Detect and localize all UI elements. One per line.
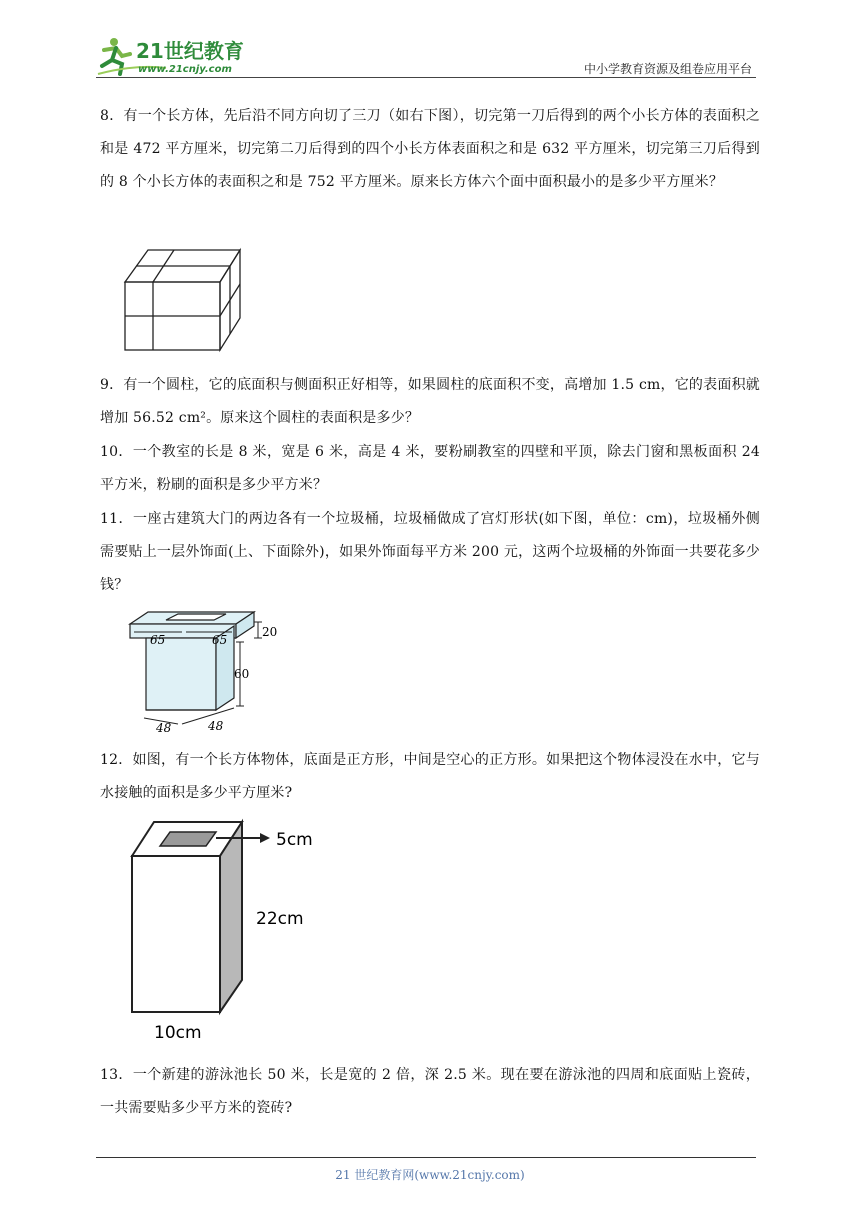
platform-name: 中小学教育资源及组卷应用平台 [583,62,752,76]
figure-lantern-bin [126,606,286,736]
figure-cuboid-cuts [120,242,246,354]
dim-top-right: 65 [212,633,228,647]
question-10 [100,436,760,502]
label-base: 10cm [154,1023,202,1043]
question-10-text: 10．一个教室的长是 8 米，宽是 6 米，高是 4 米，要粉刷教室的四壁和平顶，除去门窗和黑板面积 24 平方米，粉刷的面积是多少平方米？ [100,444,760,493]
question-12 [100,744,760,810]
dim-top-left: 65 [150,633,166,647]
dim-bottom-right: 48 [208,719,224,733]
question-13 [100,1059,760,1125]
label-hole-size: 5cm [276,830,313,850]
question-8 [100,100,760,199]
dim-body-height: 60 [234,667,250,681]
label-height: 22cm [256,909,304,929]
header-divider [96,77,756,78]
logo-title: 21世纪教育 [136,39,244,63]
footer-text[interactable]: 21 世纪教育网(www.21cnjy.com) [335,1168,525,1182]
dim-lid-height: 20 [262,625,278,639]
page-header [96,30,756,80]
logo-url: www.21cnjy.com [138,64,232,75]
dim-bottom-left: 48 [156,721,172,735]
question-13-text: 13．一个新建的游泳池长 50 米，长是宽的 2 倍，深 2.5 米。现在要在游泳池的四周和底面贴上瓷砖，一共需要贴多少平方米的瓷砖? [100,1067,760,1116]
question-8-text: 8．有一个长方体，先后沿不同方向切了三刀（如右下图），切完第一刀后得到的两个小长方体的表面积之和是 472 平方厘米，切完第二刀后得到的四个小长方体表面积之和是 632 平方厘米，切完第三刀后得到的 8 个小长方体的表面积之和是 752 平方厘米。原来长方体六个面中面积最小的是多少平方厘米？ [100,108,760,190]
footer-divider [96,1157,756,1158]
question-9 [100,369,760,435]
figure-hollow-prism [124,818,324,1044]
logo-21cnjy [96,34,266,78]
question-11 [100,503,760,602]
question-11-text: 11．一座古建筑大门的两边各有一个垃圾桶，垃圾桶做成了宫灯形状(如下图，单位：cm)，垃圾桶外侧需要贴上一层外饰面(上、下面除外)，如果外饰面每平方米 200 元，这两个垃圾桶的外饰面一共要花多少钱？ [100,511,760,593]
question-12-text: 12．如图，有一个长方体物体，底面是正方形，中间是空心的正方形。如果把这个物体浸没在水中，它与水接触的面积是多少平方厘米? [100,752,760,801]
question-9-text: 9．有一个圆柱，它的底面积与侧面积正好相等，如果圆柱的底面积不变，高增加 1.5 cm，它的表面积就增加 56.52 cm²。原来这个圆柱的表面积是多少？ [100,377,760,426]
